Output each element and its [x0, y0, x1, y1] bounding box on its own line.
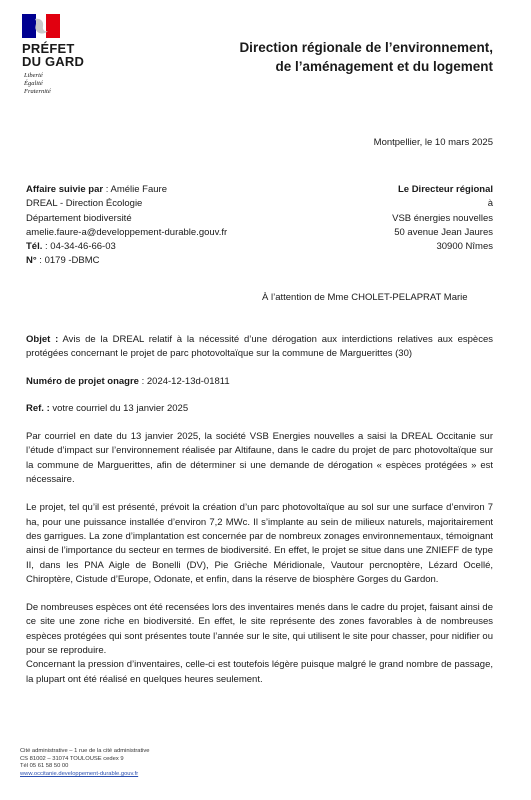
sender-email: amelie.faure-a@developpement-durable.gouv.fr: [26, 226, 228, 238]
prefet-title-line1: PRÉFET: [22, 41, 75, 56]
affaire-sep: :: [103, 184, 111, 195]
marianne-flag-icon: [22, 14, 60, 38]
motto-egalite: Égalité: [24, 80, 43, 87]
recipient-company: VSB énergies nouvelles: [392, 212, 493, 224]
affaire-label: Affaire suivie par: [26, 184, 104, 195]
footer-website-link[interactable]: www.occitanie.developpement-durable.gouv.fr: [20, 770, 139, 777]
recipient-title: Le Directeur régional: [397, 184, 493, 195]
ref-line: [26, 402, 493, 416]
tel-label: Tél.: [26, 241, 43, 253]
footer-line3: Tél 05 61 58 50 00: [20, 763, 69, 770]
paragraph-2: Le projet, tel qu’il est présenté, prévoit la création d’un parc photovoltaïque au sol sur une surface d’environ 7 ha, pour une puissance installée d’environ 7,2 MWc. Il s’implante au sein de milieux naturels, majoritairement des garrigues. La zone d’implantation est concernée par de nombreux zonages environnementaux, témoignant ainsi de l’importance du secteur en termes de biodiversité. En effet, le projet se situe dans une ZNIEFF de type II, dans les PNA Aigle de Bonelli (DV), Pie Grièche Méridionale, Vautour percnoptère, Lézard Ocellé, Chiroptère, Cistude d’Europe, Odonate, et enfin, dans la réserve de biosphère Gorges du Gardon.: [26, 502, 493, 585]
tel-line: [26, 240, 227, 254]
place-date: Montpellier, le 10 mars 2025: [373, 137, 493, 148]
affaire-line: [26, 183, 227, 197]
direction-heading: [239, 38, 493, 76]
objet-text: Avis de la DREAL relatif à la nécessité d’une dérogation aux interdictions relatives aux espèces protégées concernant le projet de parc photovoltaïque sur la commune de Marguerittes (30): [26, 334, 493, 360]
sender-direction: DREAL - Direction Écologie: [26, 198, 143, 210]
num-value: : 0179 -DBMC: [36, 255, 100, 267]
recipient-block: [392, 183, 493, 254]
projet-label: Numéro de projet onagre: [26, 375, 139, 387]
footer-line2: CS 81002 – 31074 TOULOUSE cedex 9: [20, 755, 124, 762]
recipient-city: 30900 Nîmes: [436, 241, 493, 253]
footer-address: [20, 748, 150, 778]
objet-paragraph: [26, 333, 493, 362]
affaire-value: Amélie Faure: [110, 184, 167, 195]
tel-value: : 04-34-46-66-03: [42, 241, 116, 253]
ref-value: votre courriel du 13 janvier 2025: [49, 402, 189, 414]
prefet-title-line2: DU GARD: [22, 54, 85, 69]
paragraph-4: Concernant la pression d’inventaires, celle-ci est toutefois légère puisque malgré le grand nombre de passage, la plupart ont été réalisé en quelques heures seulement.: [26, 659, 493, 685]
paragraph-1: Par courriel en date du 13 janvier 2025, la société VSB Energies nouvelles a saisi la DREAL Occitanie sur l’étude d’impact sur l’environnement réalisée par Altifaune, dans le cadre du projet de parc photovoltaïque sur la commune de Marguerittes, afin de déterminer si une demande de dérogation « espèces protégées » est nécessaire.: [26, 431, 493, 486]
projet-line: [26, 375, 493, 389]
direction-line1: Direction régionale de l’environnement,: [239, 40, 493, 55]
motto-liberte: Liberté: [24, 72, 43, 79]
letter-body: [26, 333, 493, 687]
footer-line1: Cité administrative – 1 rue de la cité administrative: [20, 748, 150, 754]
recipient-street: 50 avenue Jean Jaures: [394, 226, 493, 238]
direction-line2: de l’aménagement et du logement: [275, 59, 493, 74]
num-line: [26, 254, 227, 268]
sender-block: [26, 183, 227, 269]
sender-department: Département biodiversité: [26, 212, 132, 224]
projet-value: : 2024-12-13d-01811: [138, 375, 230, 387]
ref-label: Ref. :: [26, 402, 50, 414]
attention-line: À l’attention de Mme CHOLET-PELAPRAT Marie: [262, 292, 468, 303]
objet-label: Objet :: [26, 334, 59, 345]
republic-motto: [24, 72, 51, 96]
num-label: N°: [26, 255, 37, 267]
motto-fraternite: Fraternité: [24, 88, 51, 95]
recipient-a: à: [487, 198, 493, 210]
paragraph-3: De nombreuses espèces ont été recensées lors des inventaires menés dans le cadre du projet, faisant ainsi de ce site une zone riche en biodiversité. En effet, le site représente des zones favorables à de nombreuses espèces protégées qui sont présentes toute l’année sur le site, qui utilisent le site pour chasser, pour nidifier ou pour se reproduire.: [26, 602, 493, 657]
prefet-title: [22, 42, 84, 68]
